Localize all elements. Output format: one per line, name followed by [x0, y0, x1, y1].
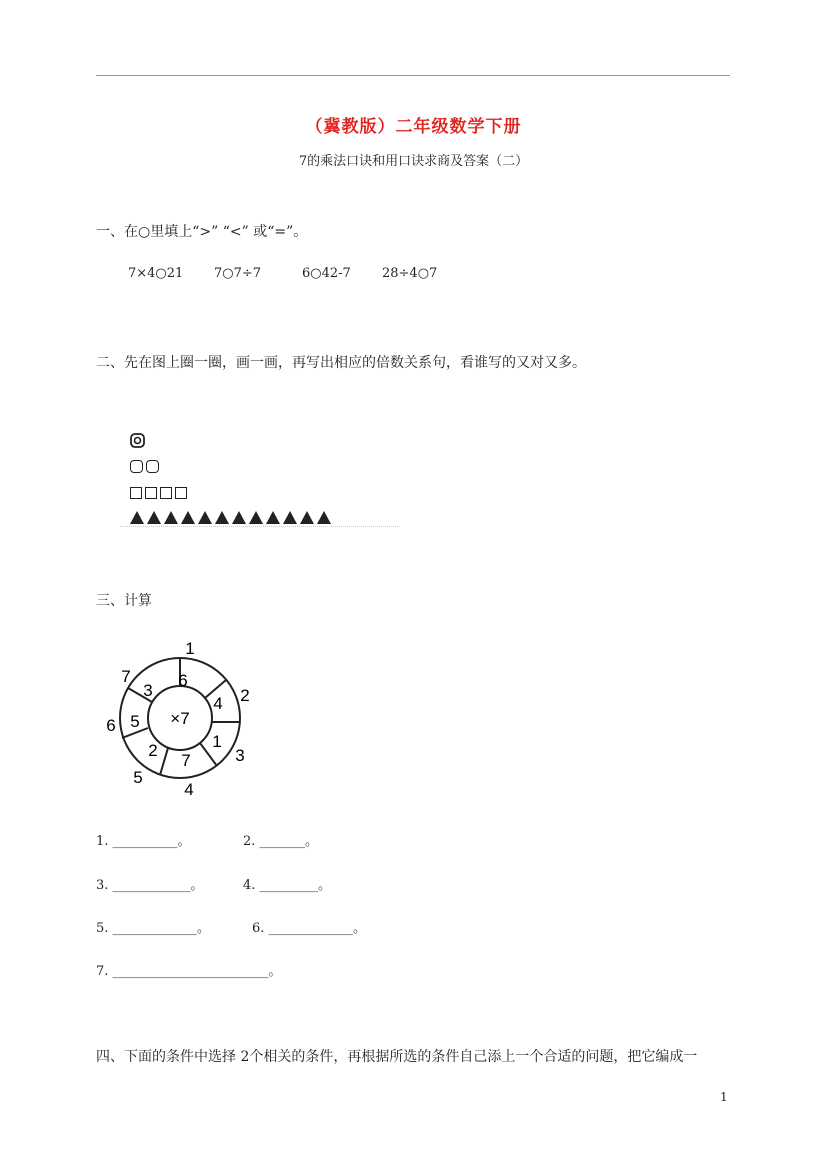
square-shape-icon	[145, 487, 157, 499]
triangle-shape-icon	[249, 511, 263, 524]
triangle-shape-icon	[164, 511, 178, 524]
wheel-inner-number: 3	[143, 681, 153, 700]
circle-shape-icon	[130, 460, 143, 473]
answer-blank-4[interactable]: 4. _________。	[243, 878, 332, 893]
triangle-shape-icon	[215, 511, 229, 524]
circle-shape-icon	[146, 460, 159, 473]
triangle-row	[130, 511, 334, 524]
square-row	[130, 487, 190, 499]
wheel-outer-number: 3	[235, 746, 245, 765]
page-subtitle: 7的乘法口诀和用口诀求商及答案（二）	[298, 154, 529, 169]
q1-item-3: 6○42-7	[302, 266, 351, 281]
square-shape-icon	[130, 487, 142, 499]
target-shape-row	[130, 433, 145, 448]
triangle-shape-icon	[181, 511, 195, 524]
answer-blank-3[interactable]: 3. ____________。	[96, 878, 204, 893]
q4-prompt: 四、下面的条件中选择 2个相关的条件，再根据所选的条件自己添上一个合适的问题，把它编成一	[96, 1049, 698, 1065]
wheel-outer-number: 6	[106, 716, 116, 735]
answer-blank-6[interactable]: 6. _____________。	[252, 921, 367, 936]
q1-item-2: 7○7÷7	[214, 266, 262, 281]
q1-item-4: 28÷4○7	[382, 266, 438, 281]
wheel-outer-number: 4	[184, 780, 194, 798]
multiplication-wheel	[100, 638, 260, 798]
wheel-outer-number: 1	[185, 639, 195, 658]
wheel-inner-number: 5	[130, 712, 140, 731]
wheel-inner-number: 4	[213, 694, 223, 713]
triangle-shape-icon	[283, 511, 297, 524]
dotted-divider	[120, 526, 400, 528]
q3-prompt: 三、计算	[96, 593, 152, 609]
wheel-outer-number: 7	[121, 667, 131, 686]
q1-item-1: 7×4○21	[128, 266, 184, 281]
triangle-shape-icon	[198, 511, 212, 524]
wheel-outer-number: 5	[133, 768, 143, 787]
triangle-shape-icon	[266, 511, 280, 524]
triangle-shape-icon	[317, 511, 331, 524]
page-title: （冀教版）二年级数学下册	[305, 117, 522, 137]
wheel-outer-number: 2	[240, 686, 250, 705]
page-number: 1	[720, 1090, 728, 1104]
header-rule	[96, 75, 730, 76]
answer-blank-1[interactable]: 1. __________。	[96, 834, 191, 849]
triangle-shape-icon	[300, 511, 314, 524]
triangle-shape-icon	[147, 511, 161, 524]
square-shape-icon	[175, 487, 187, 499]
circle-row	[130, 460, 162, 473]
wheel-inner-number: 2	[148, 741, 158, 760]
wheel-inner-number: 7	[181, 751, 191, 770]
q1-prompt: 一、在○里填上“>” “<” 或“=”。	[96, 224, 308, 240]
wheel-inner-number: 6	[178, 671, 188, 690]
q2-prompt: 二、先在图上圈一圈，画一画，再写出相应的倍数关系句，看谁写的又对又多。	[96, 355, 586, 371]
triangle-shape-icon	[232, 511, 246, 524]
answer-blank-5[interactable]: 5. _____________。	[96, 921, 211, 936]
wheel-inner-number: 1	[212, 732, 222, 751]
double-circle-icon	[130, 433, 145, 448]
square-shape-icon	[160, 487, 172, 499]
wheel-center: ×7	[170, 709, 190, 728]
triangle-shape-icon	[130, 511, 144, 524]
answer-blank-7[interactable]: 7. ________________________。	[96, 964, 282, 979]
answer-blank-2[interactable]: 2. _______。	[243, 834, 319, 849]
